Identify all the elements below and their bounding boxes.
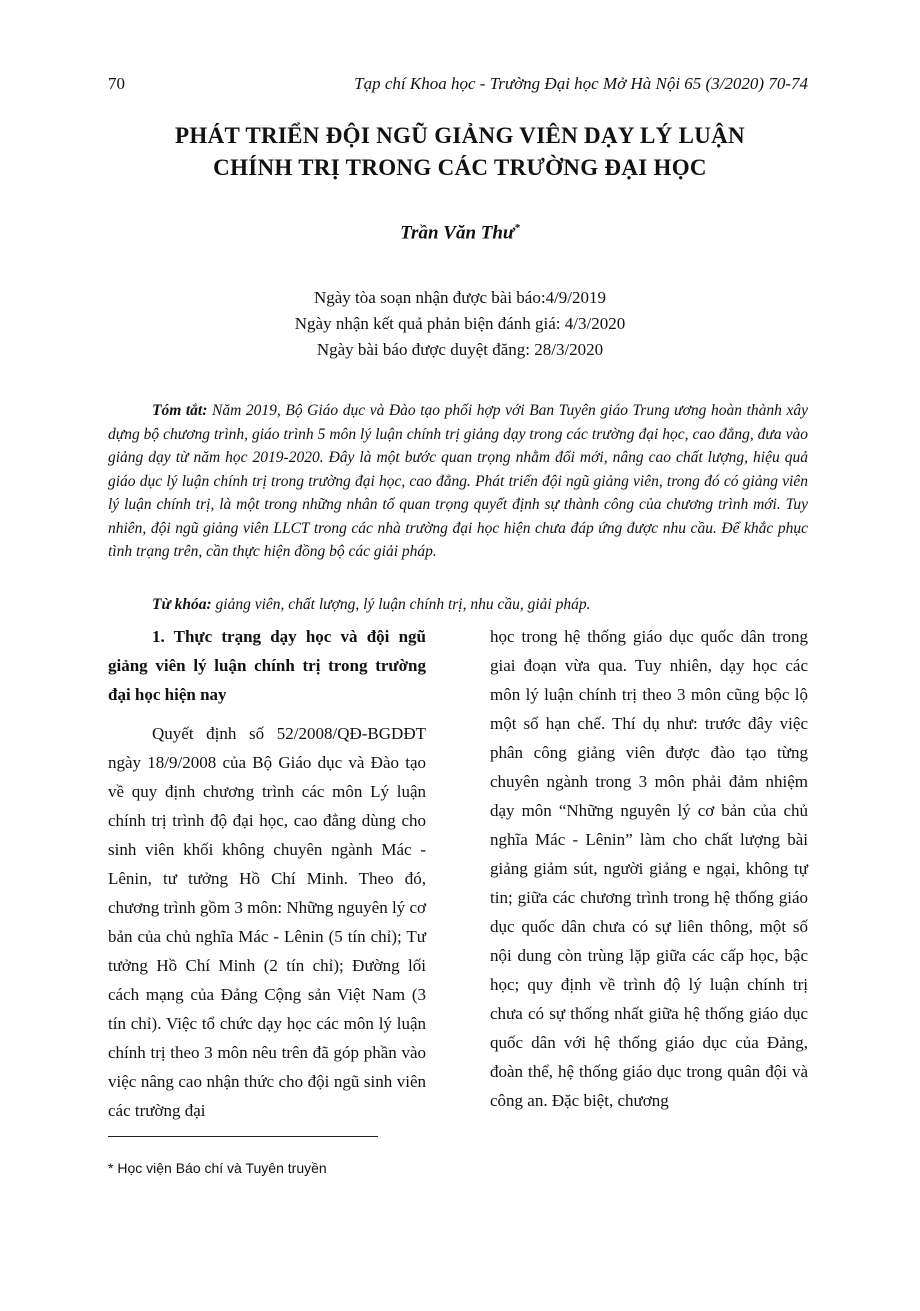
body-column-right — [490, 622, 808, 1115]
footnote-divider — [108, 1136, 378, 1137]
page-number: 70 — [108, 74, 125, 93]
author-text: Trần Văn Thư — [400, 222, 515, 244]
date-received: Ngày tòa soạn nhận được bài báo:4/9/2019 — [313, 288, 607, 307]
title-line-1: PHÁT TRIỂN ĐỘI NGŨ GIẢNG VIÊN DẠY LÝ LUẬN — [175, 123, 745, 148]
article-title — [60, 120, 860, 184]
keywords — [108, 596, 808, 614]
abstract-label: Tóm tắt: — [152, 402, 208, 419]
author-footnote-mark: * — [514, 222, 520, 234]
section-heading: 1. Thực trạng dạy học và đội ngũ giảng viên lý luận chính trị trong trường đại học hiện nay — [108, 627, 426, 704]
running-header — [108, 74, 808, 96]
body-paragraph-continued: học trong hệ thống giáo dục quốc dân trong giai đoạn vừa qua. Tuy nhiên, dạy học các môn lý luận chính trị theo 3 môn cũng bộc lộ một số hạn chế. Thí dụ như: trước đây việc phân công giảng viên được đào tạo từng chuyên ngành trong 3 môn phải đảm nhiệm dạy môn “Những nguyên lý cơ bản của chủ nghĩa Mác - Lênin” làm cho chất lượng bài giảng giảm sút, người giảng e ngại, không tự tin; giữa các chương trình trong hệ thống giáo dục quốc dân chưa có sự liên thông, một số nội dung còn trùng lặp giữa các cấp học, bậc học; quy định về trình độ lý luận chính trị chưa có sự thống nhất giữa hệ thống giáo dục quốc dân với hệ thống giáo dục của Đảng, đoàn thể, hệ thống giáo dục trong quân đội và công an. Đặc biệt, chương — [490, 627, 808, 1110]
abstract — [108, 399, 808, 564]
keywords-text: giảng viên, chất lượng, lý luận chính trị, nhu cầu, giải pháp. — [215, 596, 591, 613]
body-column-left — [108, 622, 426, 1125]
journal-citation: Tạp chí Khoa học - Trường Đại học Mở Hà Nội 65 (3/2020) 70-74 — [354, 74, 808, 93]
abstract-text: Năm 2019, Bộ Giáo dục và Đào tạo phối hợp với Ban Tuyên giáo Trung ương hoàn thành xây dựng bộ chương trình, giáo trình 5 môn lý luận chính trị giảng dạy trong các trường đại học, cao đẳng, đưa vào giảng dạy từ năm học 2019-2020. Đây là một bước quan trọng nhằm đổi mới, nâng cao chất lượng, hiệu quả giáo dục lý luận chính trị trong trường đại học, cao đẳng. Phát triển đội ngũ giảng viên, trong đó có giảng viên lý luận chính trị, là một trong những nhân tố quan trọng quyết định sự thành công của chương trình mới. Tuy nhiên, đội ngũ giảng viên LLCT trong các nhà trường đại học hiện chưa đáp ứng được nhu cầu. Để khắc phục tình trạng trên, cần thực hiện đồng bộ các giải pháp. — [108, 402, 808, 560]
date-accepted: Ngày bài báo được duyệt đăng: 28/3/2020 — [316, 340, 604, 359]
submission-dates — [0, 285, 920, 363]
author-name — [0, 222, 920, 244]
title-line-2: CHÍNH TRỊ TRONG CÁC TRƯỜNG ĐẠI HỌC — [213, 155, 707, 180]
keywords-label: Từ khóa: — [152, 596, 212, 613]
date-reviewed: Ngày nhận kết quả phản biện đánh giá: 4/3/2020 — [294, 314, 626, 333]
footnote: * Học viện Báo chí và Tuyên truyền — [108, 1160, 327, 1176]
body-paragraph: Quyết định số 52/2008/QĐ-BGDĐT ngày 18/9/2008 của Bộ Giáo dục và Đào tạo về quy định chương trình các môn Lý luận chính trị trình độ đại học, cao đẳng dùng cho sinh viên khối không chuyên ngành Mác - Lênin, tư tưởng Hồ Chí Minh. Theo đó, chương trình gồm 3 môn: Những nguyên lý cơ bản của chủ nghĩa Mác - Lênin (5 tín chỉ); Tư tưởng Hồ Chí Minh (2 tín chỉ); Đường lối cách mạng của Đảng Cộng sản Việt Nam (3 tín chỉ). Việc tổ chức dạy học các môn lý luận chính trị theo 3 môn nêu trên đã góp phần vào việc nâng cao nhận thức cho đội ngũ sinh viên các trường đại — [108, 724, 426, 1120]
